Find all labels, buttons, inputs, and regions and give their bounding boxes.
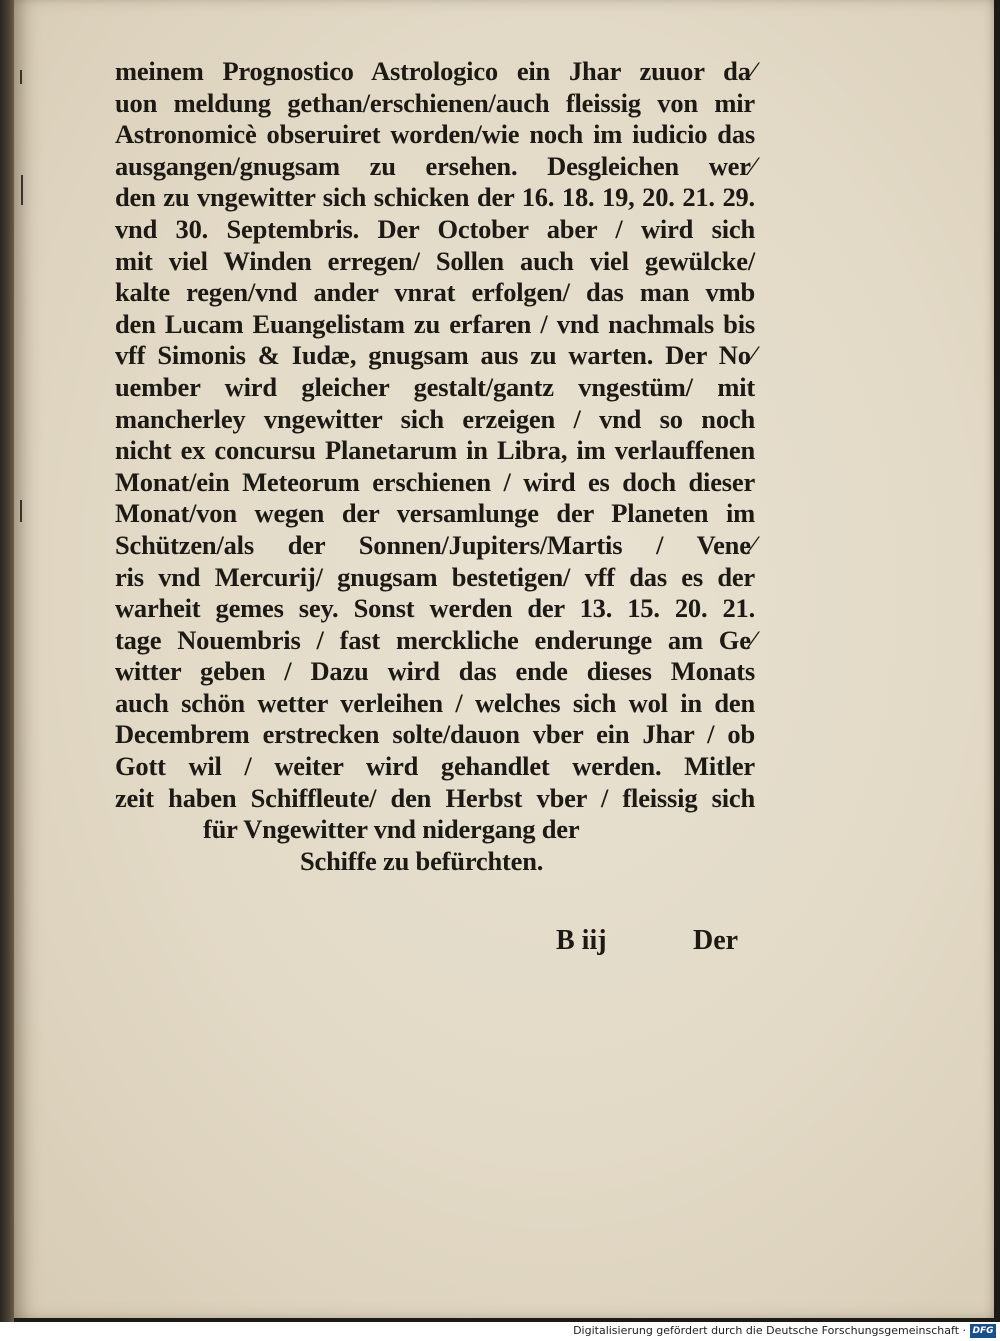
text-line: für Vngewitter vnd nidergang der: [203, 814, 580, 845]
text-line: ausgangen/gnugsam zu ersehen. Desgleichen wer⁄: [115, 150, 755, 181]
text-line: den Lucam Euangelistam zu erfaren / vnd nachmals bis: [115, 308, 755, 339]
text-line: witter geben / Dazu wird das ende dieses Monats: [115, 656, 755, 687]
text-line: vff Simonis & Iudæ, gnugsam aus zu warten. Der No⁄: [115, 340, 755, 371]
text-line: warheit gemes sey. Sonst werden der 13. 15. 20. 21.: [115, 593, 755, 624]
dfg-logo: DFG: [970, 1324, 996, 1338]
body-text: [115, 56, 755, 877]
text-line: tage Nouembris / fast merckliche enderunge am Ge⁄: [115, 624, 755, 655]
text-line: vnd 30. Septembris. Der October aber / wird sich: [115, 213, 755, 244]
catchword: Der: [693, 925, 739, 956]
text-line: Decembrem erstrecken solte/dauon vber ein Jhar / ob: [115, 719, 755, 750]
signature-mark: B iij: [556, 925, 607, 956]
book-binding-edge: [0, 0, 14, 1322]
text-line: meinem Prognostico Astrologico ein Jhar zuuor da⁄: [115, 56, 755, 86]
text-line: Astronomicè obseruiret worden/wie noch im iudicio das: [115, 119, 755, 150]
text-line: nicht ex concursu Planetarum in Libra, im verlauffenen: [115, 435, 755, 466]
text-line: zeit haben Schiffleute/ den Herbst vber / fleissig sich: [115, 782, 755, 813]
margin-mark: [20, 500, 22, 522]
text-line: kalte regen/vnd ander vnrat erfolgen/ das man vmb: [115, 277, 755, 308]
text-line: Schiffe zu befürchten.: [300, 845, 544, 876]
text-line: Monat/ein Meteorum erschienen / wird es doch dieser: [115, 466, 755, 497]
text-line: uember wird gleicher gestalt/gantz vngestüm/ mit: [115, 371, 755, 402]
text-line: mit viel Winden erregen/ Sollen auch viel gewülcke/: [115, 245, 755, 276]
text-line: mancherley vngewitter sich erzeigen / vnd so noch: [115, 403, 755, 434]
text-line: Monat/von wegen der versamlunge der Planeten im: [115, 498, 755, 529]
footer-bar: [0, 1322, 1000, 1341]
margin-mark: [21, 175, 23, 205]
footer-credit: Digitalisierung gefördert durch die Deutsche Forschungsgemeinschaft ·: [573, 1324, 966, 1337]
text-line: auch schön wetter verleihen / welches sich wol in den: [115, 687, 755, 718]
text-line: Schützen/als der Sonnen/Jupiters/Martis / Vene⁄: [115, 529, 755, 560]
text-line: Gott wil / weiter wird gehandlet werden. Mitler: [115, 751, 755, 782]
text-line: uon meldung gethan/erschienen/auch fleissig von mir: [115, 87, 755, 118]
text-line: ris vnd Mercurij/ gnugsam bestetigen/ vff das es der: [115, 561, 755, 592]
text-line: den zu vngewitter sich schicken der 16. 18. 19, 20. 21. 29.: [115, 182, 755, 213]
margin-mark: [20, 70, 22, 84]
